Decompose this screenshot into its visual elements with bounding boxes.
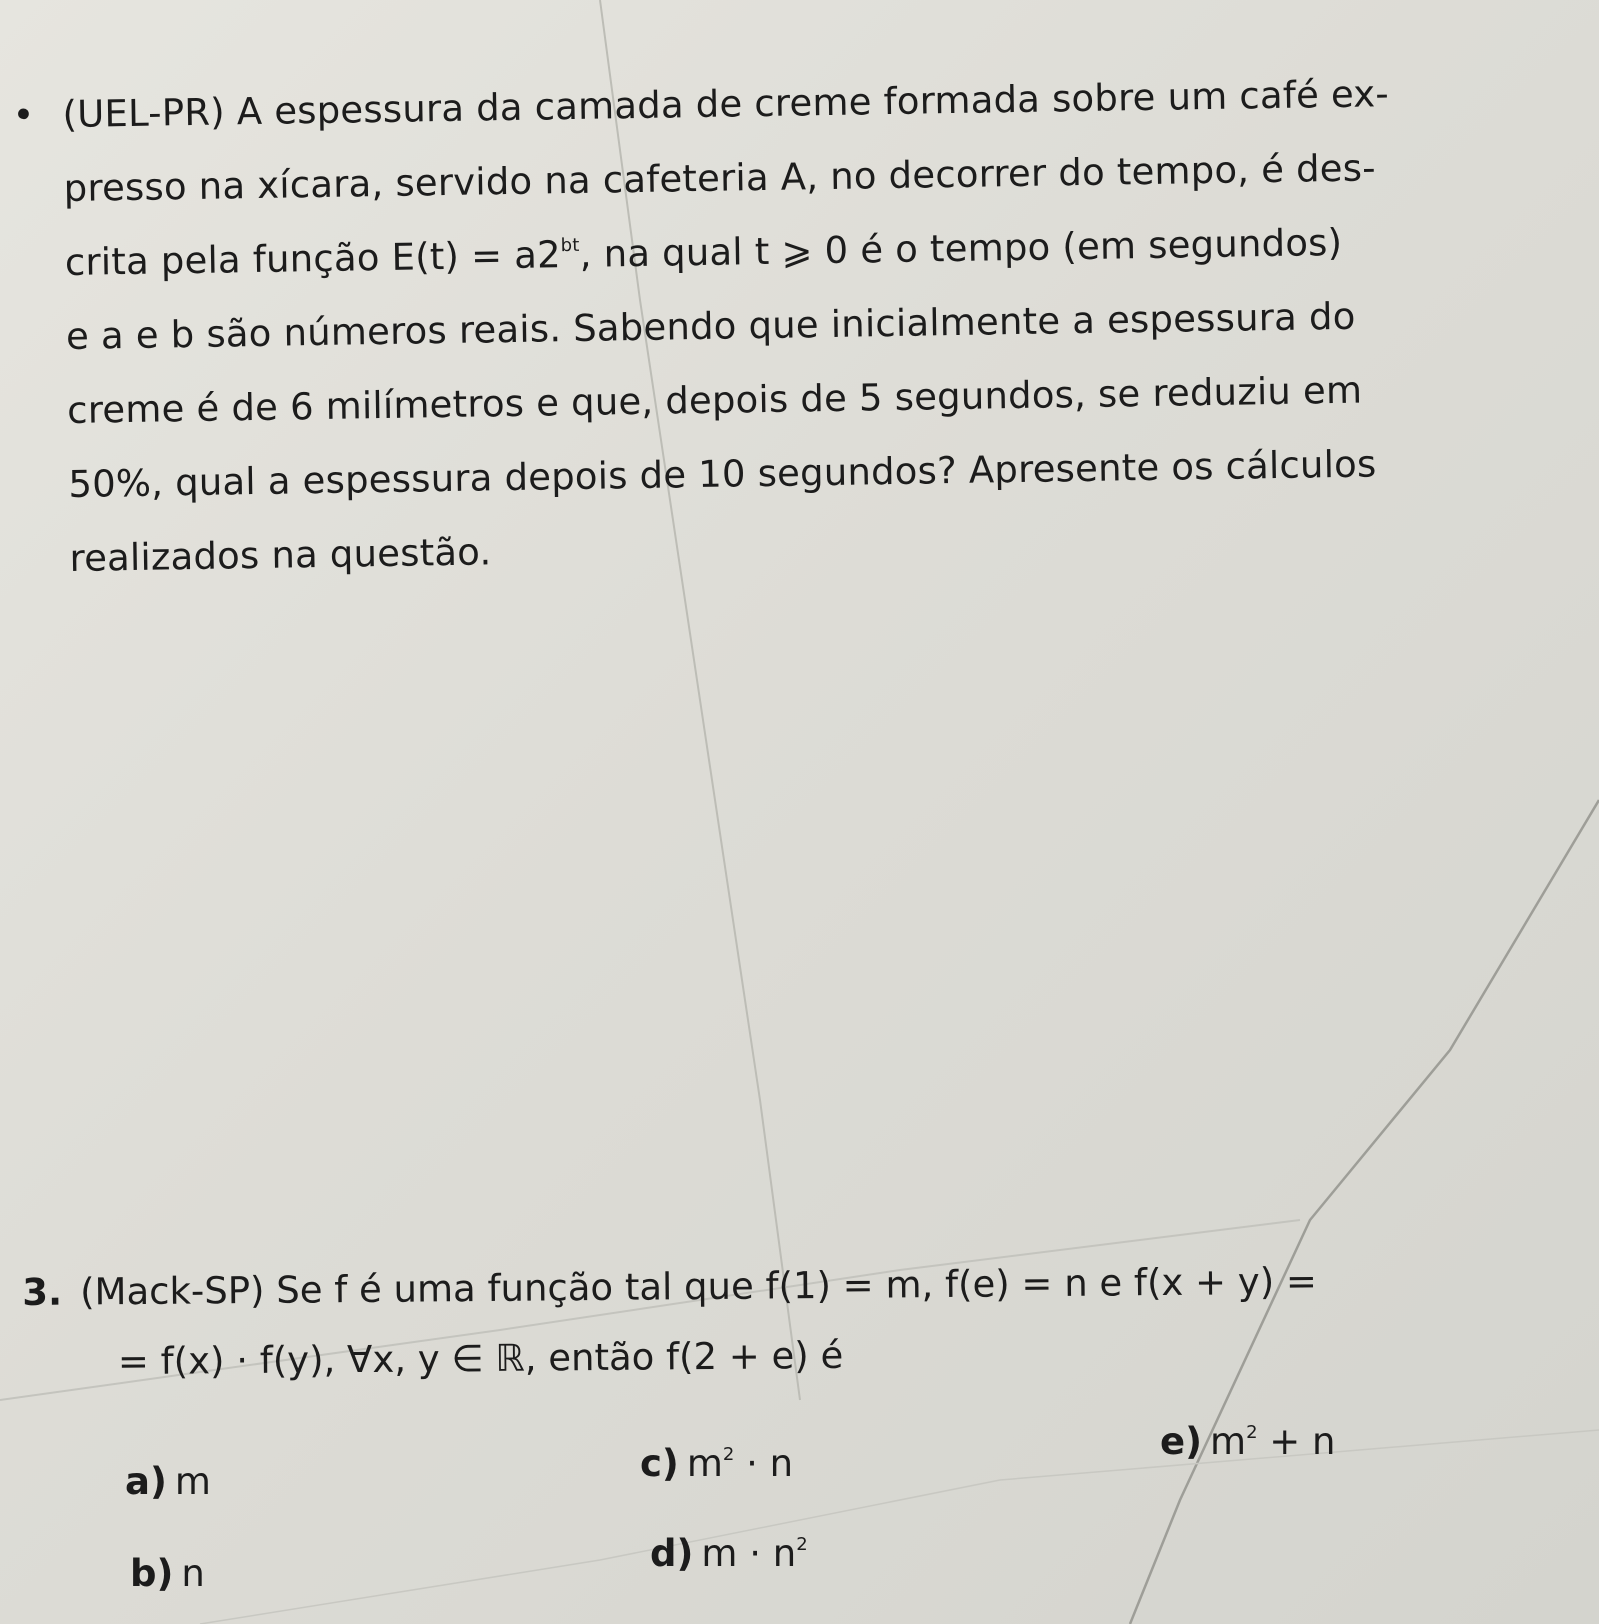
option-b[interactable] [130, 1552, 205, 1595]
option-e-tail: + n [1257, 1420, 1336, 1463]
option-a[interactable] [125, 1460, 211, 1503]
question-1-line-2: presso na xícara, servido na cafeteria A, no decorrer do tempo, é des- [63, 146, 1377, 210]
question-3-statement: (Mack-SP) Se f é uma função tal que f(1) = m, f(e) = n e f(x + y) = [79, 1259, 1318, 1314]
option-d-head: m · n [701, 1532, 797, 1575]
question-3-line-1 [22, 1245, 1563, 1328]
option-c-letter: c) [640, 1442, 679, 1485]
question-1-line-5: creme é de 6 milímetros e que, depois de 5 segundos, se reduziu em [66, 368, 1363, 432]
question-3-line-2: = f(x) · f(y), ∀x, y ∈ ℝ, então f(2 + e) é [117, 1333, 844, 1384]
question-bullet: • [12, 93, 35, 137]
option-d-letter: d) [650, 1532, 694, 1575]
diagonal-crease [1130, 800, 1599, 1624]
question-1-line-3-start: crita pela função [64, 235, 392, 284]
question-1-line-4: e a e b são números reais. Sabendo que inicialmente a espessura do [65, 294, 1356, 358]
option-b-letter: b) [130, 1552, 174, 1595]
function-formula: E(t) = a2 [391, 233, 562, 279]
option-c-base: m [686, 1442, 723, 1485]
option-d[interactable] [650, 1532, 808, 1575]
question-1-line-3-end: , na qual t ⩾ 0 é o tempo (em segundos) [579, 220, 1343, 276]
option-e-base: m [1210, 1420, 1247, 1463]
question-number: 3. [22, 1270, 63, 1314]
option-d-exponent: 2 [796, 1534, 808, 1555]
question-1-line-6: 50%, qual a espessura depois de 10 segundos? Apresente os cálculos [68, 442, 1377, 506]
option-c-exponent: 2 [722, 1444, 735, 1465]
question-1-line-1: (UEL-PR) A espessura da camada de creme formada sobre um café ex- [62, 72, 1390, 136]
question-1-line-7: realizados na questão. [69, 530, 492, 580]
formula-exponent: bt [560, 234, 580, 257]
option-c-tail: · n [734, 1442, 794, 1485]
option-a-text: m [174, 1460, 211, 1503]
option-e-exponent: 2 [1246, 1422, 1258, 1443]
option-b-text: n [181, 1552, 205, 1595]
lower-crease [200, 1430, 1599, 1624]
option-e[interactable] [1160, 1420, 1336, 1463]
option-e-letter: e) [1160, 1420, 1203, 1463]
question-3 [22, 1245, 1563, 1398]
question-1 [12, 55, 1530, 596]
option-a-letter: a) [125, 1460, 167, 1503]
option-c[interactable] [640, 1442, 793, 1485]
